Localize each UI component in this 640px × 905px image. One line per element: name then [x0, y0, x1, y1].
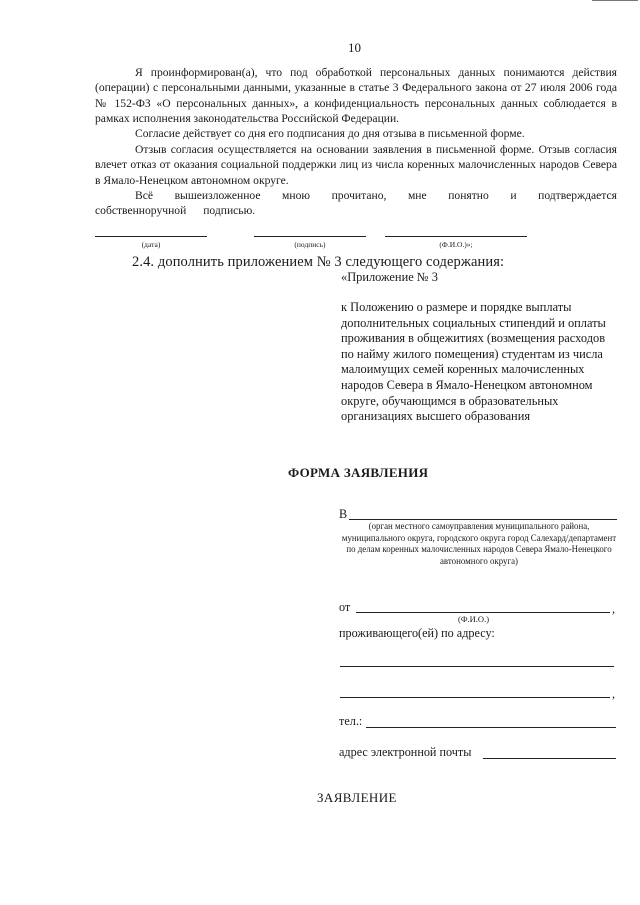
- from-line: [356, 612, 610, 613]
- email-line: [483, 758, 616, 759]
- fio-signature-line: [385, 236, 527, 237]
- address-line-1: [340, 666, 614, 667]
- address-line-2: [340, 697, 610, 698]
- amendment-heading: 2.4. дополнить приложением № 3 следующего содержания:: [132, 254, 505, 270]
- addressee-line: [349, 519, 617, 520]
- sign-label: (подпись): [294, 240, 326, 249]
- addressee-prefix: В: [339, 507, 348, 521]
- address-comma: ,: [612, 687, 616, 701]
- appendix-title: «Приложение № 3: [341, 270, 438, 284]
- email-label: адрес электронной почты: [339, 745, 472, 759]
- date-label: (дата): [141, 240, 161, 249]
- form-title: ФОРМА ЗАЯВЛЕНИЯ: [288, 465, 429, 480]
- appendix-description: к Положению о размере и порядке выплаты дополнительных социальных стипендий и оплаты проживания в общежитиях (возмещения расходов по найму жилого помещения) студентам из числа малоимущих семей коренных малочисленных народов Севера в Ямало-Ненецком автономном округе, обучающимся в образовательных организациях высшего образования: [341, 300, 606, 424]
- phone-label: тел.:: [339, 714, 363, 728]
- consent-paragraph-1: Я проинформирован(а), что под обработкой персональных данных понимаются действия (операции) с персональными данными, указанные в статье 3 Федерального закона от 27 июля 2006 года № 152-ФЗ «О персональных данных», а конфиденциальность персональных данных соблюдается в рамках исполнения законодательства Российской Федерации.: [95, 66, 617, 126]
- from-fio-note: (Ф.И.О.): [458, 614, 490, 624]
- phone-line: [366, 727, 616, 728]
- statement-title: ЗАЯВЛЕНИЕ: [317, 790, 397, 805]
- addressee-note: (орган местного самоуправления муниципального района, муниципального округа, городского округа город Салехард/департамент по делам коренных малочисленных народов Севера Ямало-Ненецкого автономного округа): [341, 521, 617, 566]
- sign-signature-line: [254, 236, 366, 237]
- consent-paragraph-4: Всё вышеизложенное мною прочитано, мне понятно и подтверждается собственноручной подписью.: [95, 189, 617, 218]
- residing-label: проживающего(ей) по адресу:: [339, 626, 495, 640]
- from-comma: ,: [612, 602, 616, 616]
- consent-paragraph-3: Отзыв согласия осуществляется на основании заявления в письменной форме. Отзыв согласия влечет отказ от оказания социальной поддержки лиц из числа коренных малочисленных народов Севера в Ямало-Ненецком автономном округе.: [95, 143, 617, 187]
- date-signature-line: [95, 236, 207, 237]
- from-label: от: [339, 600, 351, 614]
- fio-label: (Ф.И.О.)»;: [439, 240, 473, 249]
- consent-paragraph-2: Согласие действует со дня его подписания до дня отзыва в письменной форме.: [135, 127, 525, 140]
- page-number: 10: [348, 40, 361, 55]
- top-edge-mark: [592, 0, 638, 1]
